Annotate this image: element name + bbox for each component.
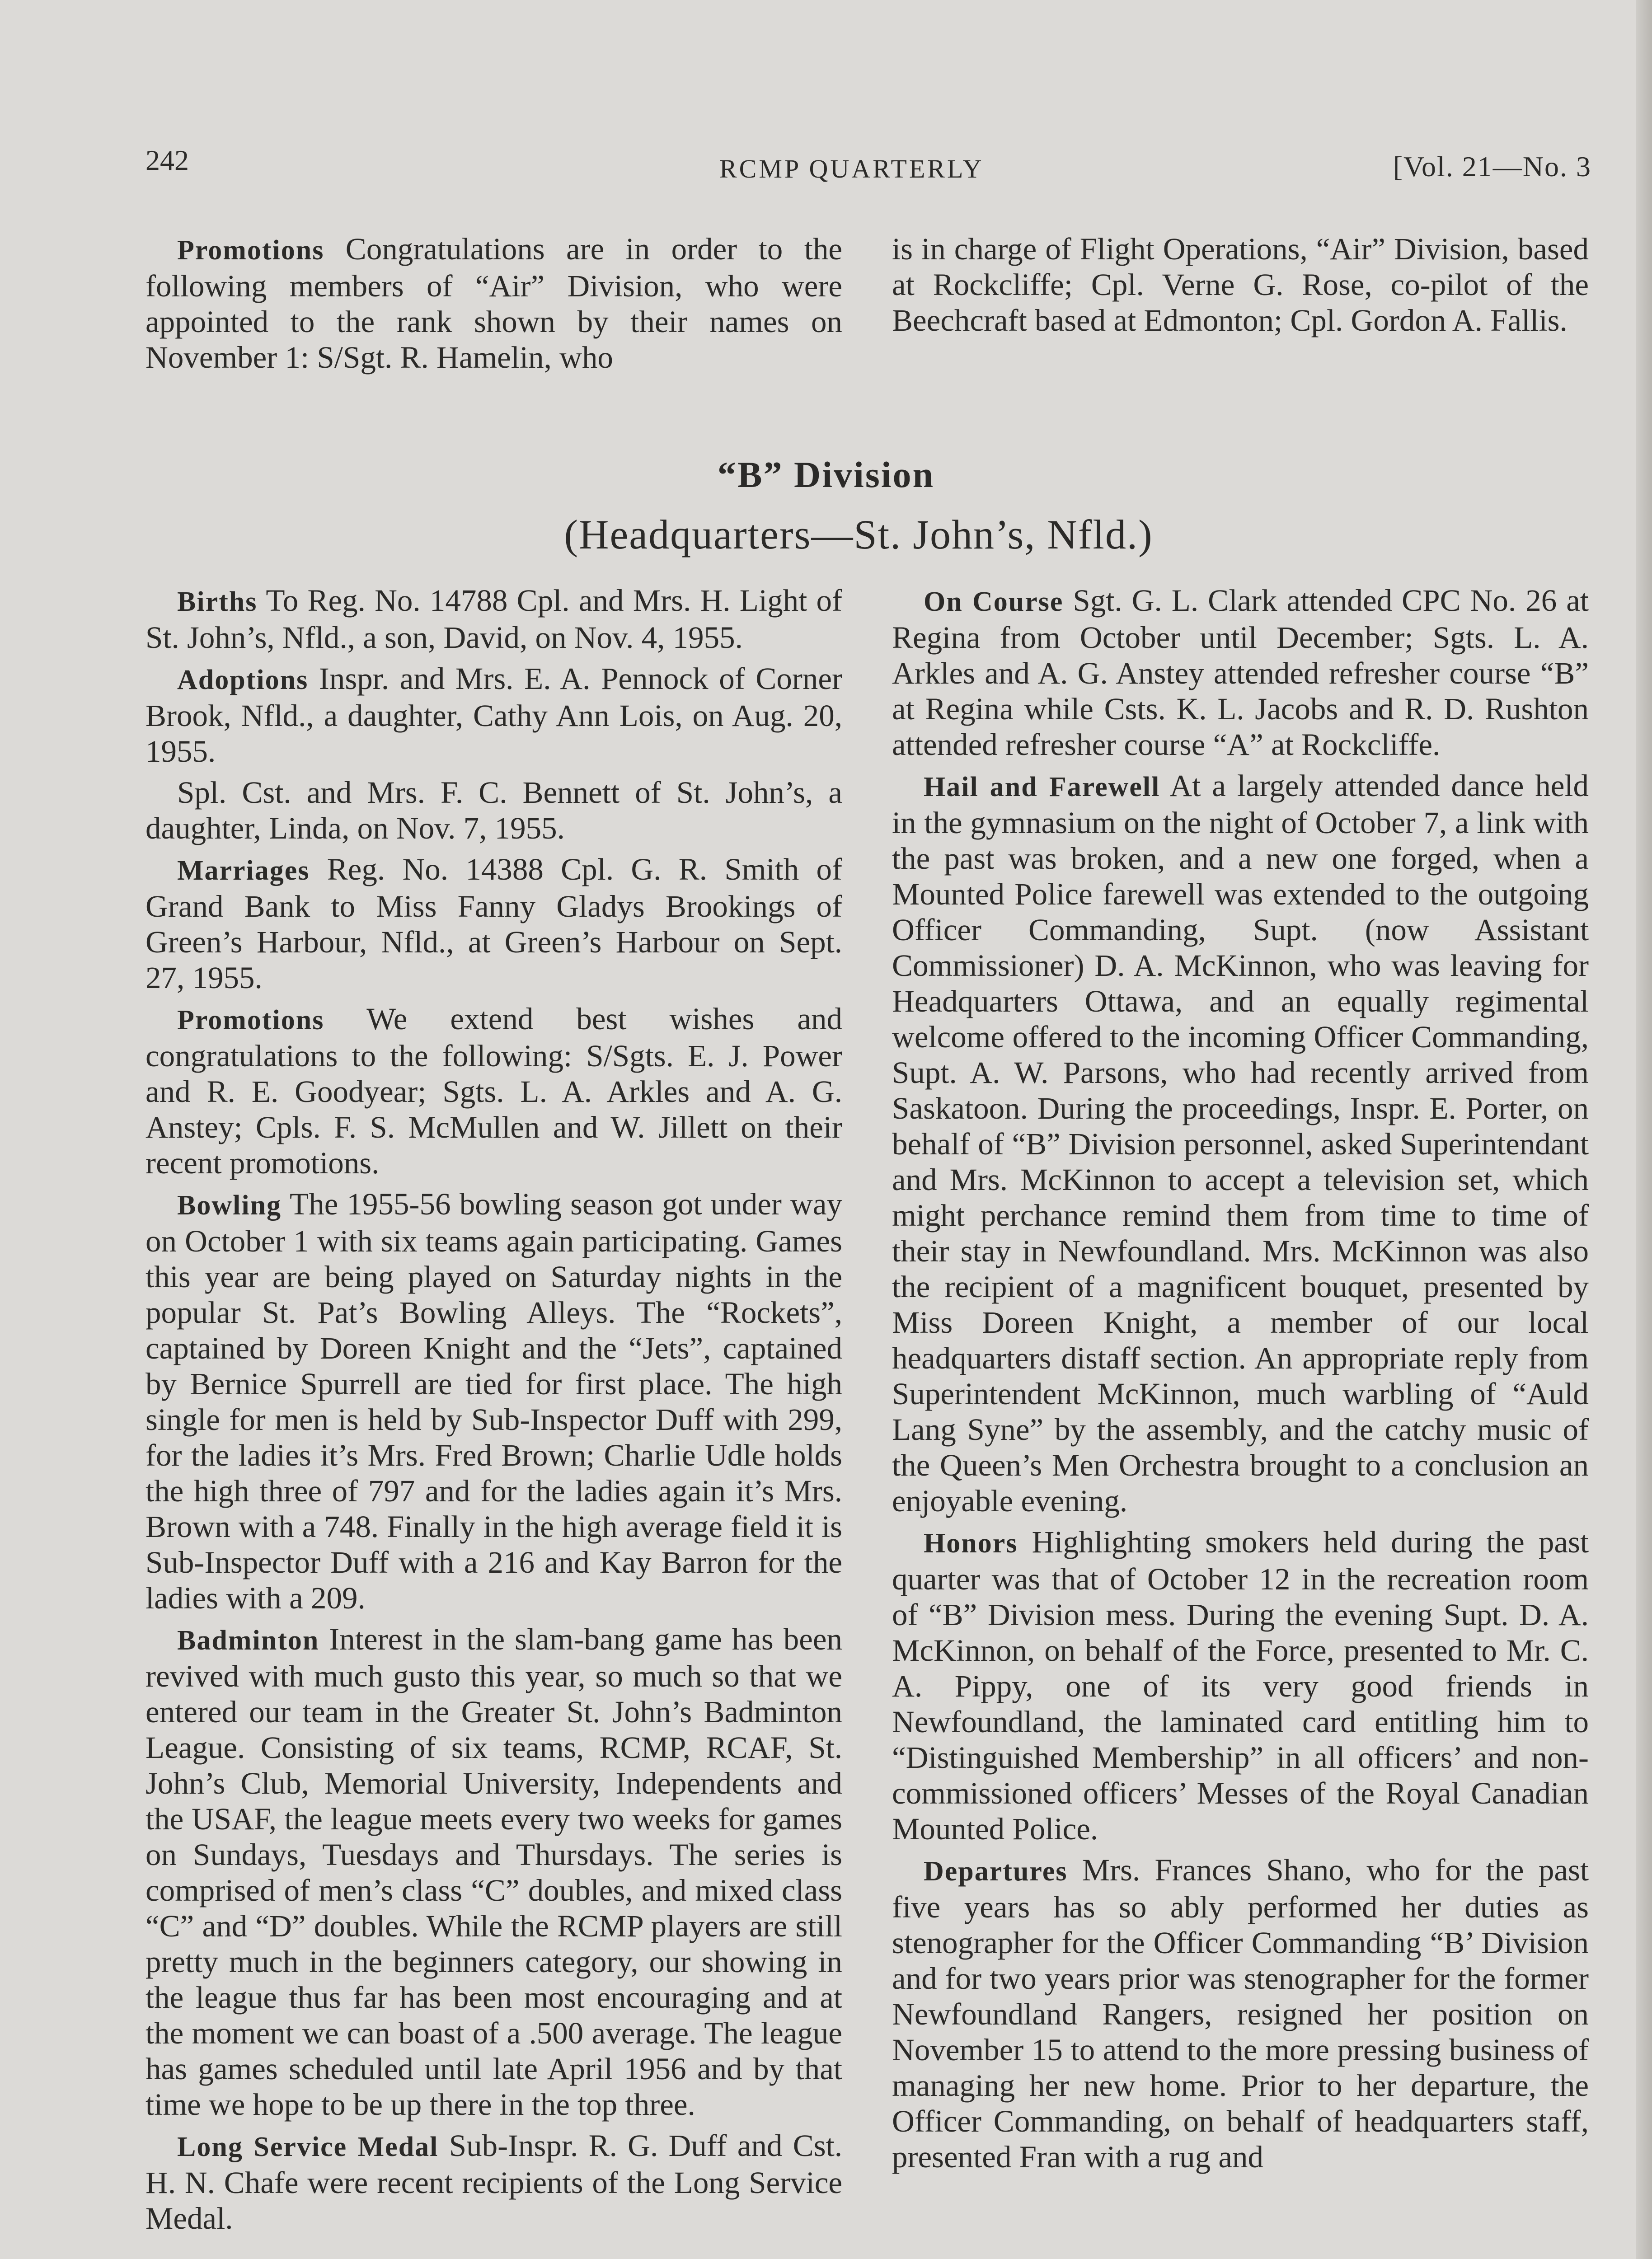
paragraph (892, 231, 1589, 338)
paragraph-lead: Bowling (177, 1190, 282, 1221)
paragraph-text: To Reg. No. 14788 Cpl. and Mrs. H. Light of St. John’s, Nfld., a son, David, on Nov. 4, 1955. (145, 583, 842, 655)
paragraph-text: Mrs. Frances Shano, who for the past five years has so ably performed her duties as stenographer for the Officer Commanding “B’ Division and for two years prior was stenographer for the former Newfoundland Rangers, resigned her position on November 15 to attend to the more pressing business of managing her new home. Prior to her departure, the Officer Commanding, on behalf of headquarters staff, presented Fran with a rug and (892, 1853, 1589, 2174)
paragraph-lead: Promotions (177, 1005, 324, 1036)
paragraph (145, 583, 842, 656)
top-left-column (145, 231, 842, 375)
paragraph-lead: Marriages (177, 855, 310, 886)
paragraph (892, 1852, 1589, 2175)
paragraph-text: Sub-Inspr. R. G. Duff and Cst. H. N. Chafe were recent recipients of the Long Service Medal. (145, 2128, 842, 2236)
top-right-column (892, 231, 1589, 338)
paragraph-lead: Hail and Farewell (924, 772, 1160, 802)
paragraph (145, 231, 842, 375)
paragraph-lead: Departures (924, 1856, 1068, 1887)
paragraph-text: Spl. Cst. and Mrs. F. C. Bennett of St. John’s, a daughter, Linda, on Nov. 7, 1955. (145, 775, 842, 845)
left-column (145, 583, 842, 2236)
paragraph-text: is in charge of Flight Operations, “Air” Division, based at Rockcliffe; Cpl. Verne G. Rose, co-pilot of the Beechcraft based at Edmonton; Cpl. Gordon A. Fallis. (892, 232, 1589, 337)
paragraph (145, 2128, 842, 2236)
paragraph-text: Reg. No. 14388 Cpl. G. R. Smith of Grand Bank to Miss Fanny Gladys Brookings of Green’s Harbour, Nfld., at Green’s Harbour on Sept. 27, 1955. (145, 852, 842, 995)
paragraph-text: Congratulations are in order to the following members of “Air” Division, who were appointed to the rank shown by their names on November 1: S/Sgt. R. Hamelin, who (145, 232, 842, 375)
paragraph (145, 1186, 842, 1616)
paragraph (145, 852, 842, 996)
paragraph-text: Sgt. G. L. Clark attended CPC No. 26 at Regina from October until December; Sgts. L. A. Arkles and A. G. Anstey attended refresher course “B” at Regina while Csts. K. L. Jacobs and R. D. Rushton attended refresher course “A” at Rockcliffe. (892, 583, 1589, 762)
right-column (892, 583, 1589, 2175)
paragraph-text: Inspr. and Mrs. E. A. Pennock of Corner Brook, Nfld., a daughter, Cathy Ann Lois, on Aug. 20, 1955. (145, 661, 842, 769)
paragraph-lead: Long Service Medal (177, 2132, 439, 2162)
scan-edge-shadow (1636, 0, 1652, 2259)
paragraph (145, 1001, 842, 1181)
page-number: 242 (145, 144, 189, 176)
running-title: RCMP QUARTERLY (719, 154, 984, 183)
division-subtitle: (Headquarters—St. John’s, Nfld.) (564, 511, 1153, 558)
running-header (145, 144, 1591, 184)
paragraph-lead: Births (177, 586, 258, 617)
paragraph-text: At a largely attended dance held in the gymnasium on the night of October 7, a link with the past was broken, and a new one forged, when a Mounted Police farewell was extended to the outgoing Officer Commanding, Supt. (now Assistant Commissioner) D. A. McKinnon, who was leaving for Headquarters Ottawa, and an equally regimental welcome offered to the incoming Officer Commanding, Supt. A. W. Parsons, who had recently arrived from Saskatoon. During the proceedings, Inspr. E. Porter, on behalf of “B” Division personnel, asked Superintendant and Mrs. McKinnon to accept a television set, which might perchance remind them from time to time of their stay in Newfoundland. Mrs. McKinnon was also the recipient of a magnificent bouquet, presented by Miss Doreen Knight, a member of our local headquarters distaff section. An appropriate reply from Superintendent McKinnon, much warbling of “Auld Lang Syne” by the assembly, and the catchy music of the Queen’s Men Orchestra brought to a conclusion an enjoyable evening. (892, 769, 1589, 1518)
paragraph-lead: On Course (924, 586, 1064, 617)
paragraph-text: Highlighting smokers held during the past quarter was that of October 12 in the recreation room of “B” Division mess. During the evening Supt. D. A. McKinnon, on behalf of the Force, presented to Mr. C. A. Pippy, one of its very good friends in Newfoundland, the laminated card entitling him to “Distinguished Membership” in all officers’ and non-commissioned officers’ Messes of the Royal Canadian Mounted Police. (892, 1525, 1589, 1846)
paragraph-text: The 1955-56 bowling season got under way on October 1 with six teams again participating. Games this year are being played on Saturday nights in the popular St. Pat’s Bowling Alleys. The “Rockets”, captained by Doreen Knight and the “Jets”, captained by Bernice Spurrell are tied for first place. The high single for men is held by Sub-Inspector Duff with 299, for the ladies it’s Mrs. Fred Brown; Charlie Udle holds the high three of 797 and for the ladies again it’s Mrs. Brown with a 748. Finally in the high average field it is Sub-Inspector Duff with a 216 and Kay Barron for the ladies with a 209. (145, 1187, 842, 1615)
paragraph-text: Interest in the slam-bang game has been revived with much gusto this year, so much so that we entered our team in the Greater St. John’s Badminton League. Consisting of six teams, RCMP, RCAF, St. John’s Club, Memorial University, Independents and the USAF, the league meets every two weeks for games on Sundays, Tuesdays and Thursdays. The series is comprised of men’s class “C” doubles, and mixed class “C” and “D” doubles. While the RCMP players are still pretty much in the beginners category, our showing in the league thus far has been most encouraging and at the moment we can boast of a .500 average. The league has games scheduled until late April 1956 and by that time we hope to be up there in the top three. (145, 1622, 842, 2122)
paragraph (892, 583, 1589, 763)
paragraph-lead: Promotions (177, 235, 324, 266)
paragraph-lead: Honors (924, 1528, 1018, 1559)
paragraph-lead: Adoptions (177, 665, 309, 695)
paragraph (145, 775, 842, 846)
paragraph-text: We extend best wishes and congratulations to the following: S/Sgts. E. J. Power and R. E. Goodyear; Sgts. L. A. Arkles and A. G. Anstey; Cpls. F. S. McMullen and W. Jillett on their recent promotions. (145, 1002, 842, 1180)
division-title: “B” Division (717, 454, 935, 495)
volume-label: [Vol. 21—No. 3 (1393, 150, 1591, 183)
paragraph (892, 768, 1589, 1519)
paragraph (145, 1622, 842, 2123)
paragraph (145, 661, 842, 769)
paragraph-lead: Badminton (177, 1625, 319, 1656)
paragraph (892, 1524, 1589, 1847)
